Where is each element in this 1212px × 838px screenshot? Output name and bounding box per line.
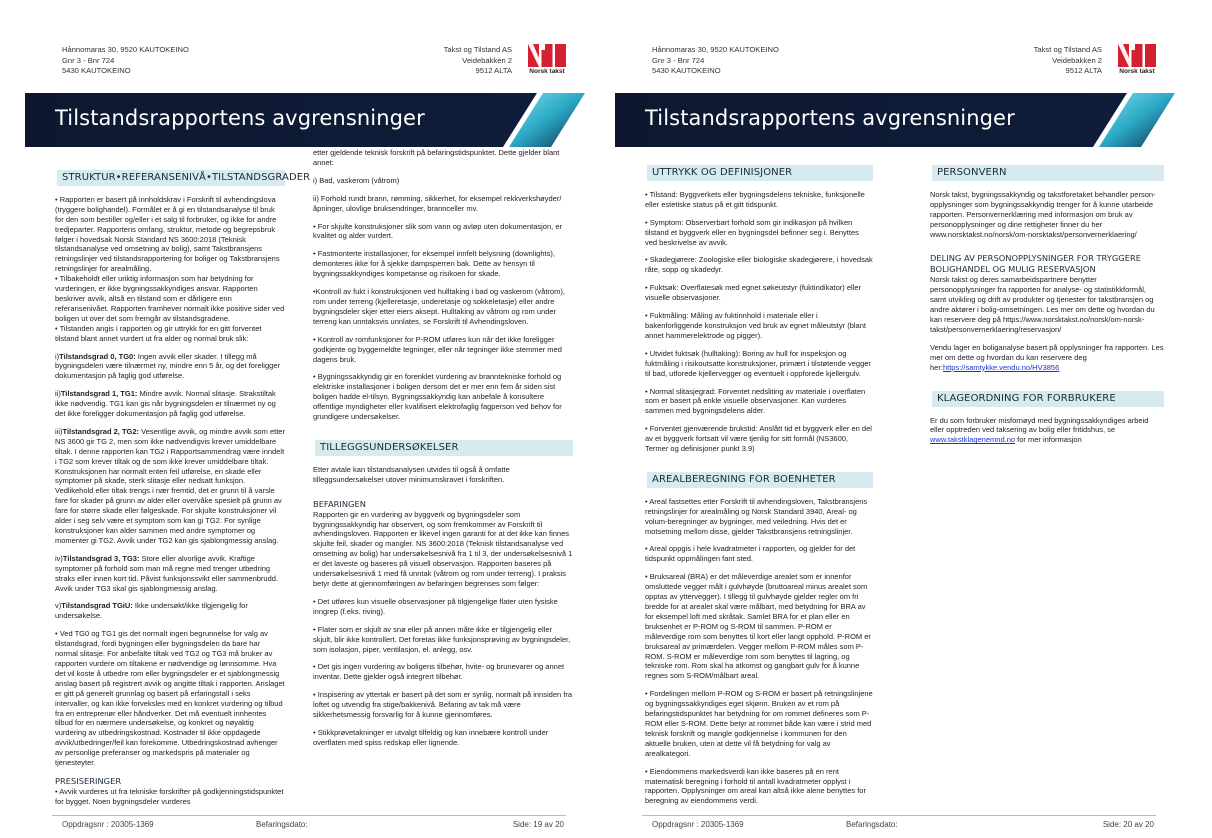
paragraph [313,372,573,422]
address-line: 5430 KAUTOKEINO [62,66,131,75]
footer-divider [52,815,566,816]
logo-mark-icon [526,44,568,68]
paragraph-text: • Avvik vurderes ut fra tekniske forskrifter på godkjenningstidspunktet for bygget. Noen bygningsdeler vurderes [55,786,284,806]
address-line: Hånnomaras 30, 9520 KAUTOKEINO [62,45,189,54]
paragraph [645,689,873,758]
footer-inspection-date: Befaringsdato: [846,820,898,829]
paragraph [645,311,873,341]
paragraph-text: • Fuktsøk: Overflatesøk med egnet søkeutstyr (fuktindikator) eller visuelle observasjoner. [645,283,862,303]
company-info [444,45,512,77]
condition-grade-label: Tilstandsgrad 1, TG1: [60,389,138,399]
paragraph-text: • Det utføres kun visuelle observasjoner på tilgjengelige flater uten fysiske inngrep (f.eks. riving). [313,596,558,616]
paragraph [645,424,873,454]
paragraph-text: ii) Forhold rundt brann, rømming, sikkerhet, for eksempel rekkverkshøyder/åpninger, ulovlige bruksendringer, brannceller mv. [313,193,562,213]
address-line: Gnr 3 - Bnr 724 [62,55,115,65]
paragraph [313,148,573,168]
paragraph-text: Etter avtale kan tilstandsanalysen utvides til også å omfatte tilleggsundersøkelser utover minimumskravet i forskriften. [313,464,510,484]
paragraph [313,222,573,242]
paragraph-text: • Normal slitasjegrad: Forventet nedsliting av materiale i overflaten som er basert på enkle visuelle observasjoner. Kan vurderes sammen med bygningsdelens alder. [645,386,866,416]
paragraph [645,190,873,210]
external-link[interactable]: www.takstklagenemnd.no [930,435,1016,445]
company-line: 9512 ALTA [475,66,512,75]
paragraph [313,597,573,617]
address-line: Gnr 3 - Bnr 724 [652,55,705,65]
address-line: 5430 KAUTOKEINO [652,66,721,75]
paragraph [55,601,285,621]
paragraph-text: •Kontroll av fukt i konstruksjonen ved hulltaking i bad og vaskerom (våtrom), rom under terreng (kjelleretasje, underetasje og sokkeletasje) eller andre bygningsdeler skjer etter eiers aksept. Hulltaking av våtrom og rom under terreng kan unntaksvis unnlates, se Forskrift til Avhendingsloven. [313,287,565,326]
paragraph [645,572,873,681]
footer-assignment-number: Oppdragsnr : 20305-1369 [652,820,744,829]
company-line: 9512 ALTA [1065,66,1102,75]
property-address [62,45,189,77]
section-heading: KLAGEORDNING FOR FORBRUKERE [932,391,1164,407]
condition-grade-label: Tilstandsgrad 3, TG3: [62,553,140,563]
paragraph-text: Vesentlige avvik, og mindre avvik som etter NS 3600 gir TG 2, men som ikke nødvendigvis krever umiddelbare tiltak. I denne rapporten kan TG2 i Rapportsammendrag være inndelt i TG2 som krever tiltak og de som ikke krever umiddelbare tiltak. Konstruksjonen har normalt enten feil utførelse, en skade eller symptomer på skade, sterk slitasje eller nedsatt funksjon. Vedlikehold eller tiltak trengs i nær fremtid, det er grunn til å varsle fare for skader på grunn av alder eller overvåke spesielt på grunn av fare for større skade eller følgeskade. For skjulte konstruksjoner vil alder i seg selv være et symptom som kan gi TG2. For synlige konstruksjoner kan alder sammen med andre symptomer og momenter gi TG2. Avvik under TG2 kan gis sjablongmessig anslag. [55,426,285,545]
condition-grade-label: Tilstandsgrad 2, TG2: [62,426,140,436]
paragraph-text: • Symptom: Observerbart forhold som gir indikasjon på hvilken tilstand et byggverk eller en bygningsdel befinner seg i. Benyttes ved beskrivelse av avvik. [645,217,859,247]
paragraph [313,176,573,186]
subsection-heading: PRESISERINGER [55,775,122,786]
item-number: v) [55,601,62,611]
paragraph-text: • Rapporten er basert på innholdskrav i Forskrift til avhendingslova (tryggere bolighandel). Formålet er å gi en tilstandsanalyse til bruk for den som bestiller og/eller i et salg til forbruker, og ikke for andre tredjeparter. Rapportens omfang, struktur, metode og begrepsbruk følger i hovedsak Norsk Standard NS 3600:2018 (Teknisk tilstandsanalyse ved omsetning av bolig), samt Takstbransjens retningslinjer ved tilstandsrapportering for boliger og Takstbransjens retningslinjer for arealmåling. • Tilbakeholdt eller uriktig informasjon som har betydning for vurderingen, er ikke bygningssakkyndiges ansvar. Rapporten beskriver avvik, altså en tilstand som er dårligere enn referansenivået. Rapporten framhever normalt ikke positive sider ved boligen ut over det som fremgår av tilstandsgradene. • Tilstanden angis i rapporten og gir uttrykk for en gitt forventet tilstand blant annet vurdert ut fra alder og normal bruk slik: [55,194,285,343]
paragraph [313,287,573,327]
paragraph-text: Mindre avvik. Normal slitasje. Strakstiltak ikke nødvendig. TG1 kan gis når bygningsdelen er tilnærmet ny og det ikke foreligger dokumentasjon på faglig god utførelse. [55,389,276,419]
paragraph-text: • Inspisering av yttertak er basert på det som er synlig, normalt på innsiden fra loftet og utvendig fra stige/bakkenivå. Befaring av tak må være sikkerhetsmessig forsvarlig for å kunne gjennomføres. [313,690,572,720]
paragraph [313,625,573,655]
paragraph [645,349,873,379]
paragraph-text: • Fastmonterte installasjoner, for eksempel innfelt belysning (downlights), demonteres ikke for å sjekke dampsperren bak. Dette av hensyn til bygningssakkyndiges kompetanse og risikoen for skade. [313,249,555,279]
paragraph [930,343,1164,373]
paragraph [313,728,573,748]
footer-page-number: Side: 20 av 20 [1102,820,1154,829]
paragraph [645,387,873,417]
paragraph [645,544,873,564]
external-link[interactable]: https://samtykke.vendu.no/HV3856 [942,362,1060,372]
paragraph [645,255,873,275]
page-2 [590,0,1190,838]
title-banner [615,93,1177,147]
footer-assignment-number: Oppdragsnr : 20305-1369 [62,820,154,829]
paragraph [645,283,873,303]
paragraph [313,690,573,720]
paragraph [55,195,285,344]
company-line: Takst og Tilstand AS [443,45,512,54]
paragraph-text: • Bruksareal (BRA) er det måleverdige arealet som er innenfor omsluttede vegger målt i gulvhøyde (bruttoareal minus arealet som opptas av yttervegger). I tillegg til gulvhøyde gjelder regler om fri bredde for at arealet skal være målbart, med betydning for BRA av for eksempel loft med skråtak. Samlet BRA for et plan eller en bruksenhet er P-ROM og S-ROM til sammen. P-ROM er måleverdige rom som benyttes til kort eller langt opphold. P-ROM er bruksareal av primærdelen. Vegger mellom P-ROM måles som P-ROM. S-ROM er måleverdige rom som benyttes til lagring, og tekniske rom. Rom skal ha atkomst og gangbart gulv for å kunne regnes som S-ROM/målbart areal. [645,572,871,681]
section-heading: PERSONVERN [932,165,1164,181]
section-heading: UTTRYKK OG DEFINISJONER [647,165,873,181]
paragraph-text: • Stikkprøvetakninger er utvalgt tilfeldig og kan innebære kontroll under overflaten med spiss redskap eller lignende. [313,727,549,747]
paragraph-text: • Skadegjørere: Zoologiske eller biologiske skadegjørere, i hovedsak råte, sopp og skadedyr. [645,255,873,275]
paragraph-text: • Bygningssakkyndig gir en forenklet vurdering av branntekniske forhold og elektriske installasjoner i boligen dersom det er mer enn fem år siden sist boligen hadde el-tilsyn. Bygningssakkyndig kan anbefale å konsultere offentlige myndigheter eller kvalifisert elektrofaglig fagperson ved behov for grundigere undersøkelser. [313,372,562,422]
item-number: ii) [55,389,61,399]
title-banner [25,93,587,147]
paragraph [55,352,285,382]
paragraph [645,767,873,807]
paragraph [313,510,573,589]
paragraph-text: • Tilstand: Byggverkets eller bygningsdelens tekniske, funksjonelle eller estetiske status på et gitt tidspunkt. [645,189,865,209]
address-line: Hånnomaras 30, 9520 KAUTOKEINO [652,45,779,54]
page-title: Tilstandsrapportens avgrensninger [645,106,1015,130]
paragraph-text-after: for mer informasjon [1015,435,1082,445]
content-column-1 [645,165,873,806]
section-heading: TILLEGGSUNDERSØKELSER [315,440,573,456]
paragraph-text: Ikke undersøkt/ikke tilgjengelig for undersøkelse. [55,601,248,621]
paragraph [313,335,573,365]
paragraph-text: Norsk takst, bygningssakkyndig og takstforetaket behandler person-opplysninger som bygningssakkyndig trenger for å kunne utarbeide rapporten. Personvernerklæring med informasjon om bruk av personopplysninger og dine rettigheter finner du her www.norsktakst.no/norsk/om-norsktakst/personvernerklaering/ [930,189,1156,239]
content-column-2 [930,165,1164,445]
page-1 [0,0,600,838]
page-title: Tilstandsrapportens avgrensninger [55,106,425,130]
content-column-1 [55,170,311,807]
item-number: iv) [55,553,63,563]
paragraph-text: i) Bad, vaskerom (våtrom) [313,175,400,185]
paragraph [313,249,573,279]
paragraph-text: Er du som forbruker misfornøyd med bygningssakkyndiges arbeid eller opptreden ved taksering av bolig eller fritidshus, se [930,415,1149,435]
footer-divider [642,815,1156,816]
logo-mark-icon [1116,44,1158,68]
paragraph [645,497,873,537]
paragraph [930,416,1164,446]
logo-text: Norsk takst [529,68,565,75]
paragraph [313,465,573,485]
paragraph-text: • Ved TG0 og TG1 gis det normalt ingen begrunnelse for valg av tilstandsgrad, fordi bygningen eller bygningsdelen da bare har normal slitasje. For anbefalte tiltak ved TG2 og TG3 må bruker av rapporten vurdere om tiltakene er nødvendige og lønnsomme. Hva det vil koste å utbedre rom eller bygningsdeler er et sjablongmessig anslag basert på registrert avvik og angitte tiltak i rapporten. Anslaget er gitt på generelt grunnlag og basert på erfaringstall i seks intervaller, og kan ikke forveksles med en konkret vurdering og tilbud fra en entreprenør eller håndverker. Det må eventuelt innhentes tilbud for en nærmere undersøkelse, og konkret og nøyaktig vurdering av utbedringskostnad. Kostnader til ikke oppdagede avvik/utbedringer/feil kan forekomme. Utbedringskostnad avhenger av personlige preferanser og markedspris på materialer og tjenesteyter. [55,629,285,768]
paragraph-text: • Det gis ingen vurdering av boligens tilbehør, hvite- og brunevarer og annet inventar. Dette gjelder også integrert tilbehør. [313,662,565,682]
paragraph-text: Ingen avvik eller skader. I tillegg må bygningsdelen være tilnærmet ny, mindre enn 5 år, og det foreligger dokumentasjon på faglig god utførelse. [55,351,280,381]
paragraph [55,427,285,546]
section-heading: STRUKTUR•REFERANSENIVÅ•TILSTANDSGRADER [57,170,285,186]
paragraph-text: • Areal fastsettes etter Forskrift til avhendingsloven, Takstbransjens retningslinjer for arealmåling og Norsk Standard 3940, Areal- og volum-beregninger av bygninger, med veiledning. Hvis det er motsetning mellom disse, gjelder Takstbransjens retningslinjer. [645,496,868,536]
subsection-heading: DELING AV PERSONOPPLYSNINGER FOR TRYGGERE BOLIGHANDEL OG MULIG RESERVASJON [930,253,1141,275]
subsection-heading: BEFARINGEN [313,498,366,509]
footer-inspection-date: Befaringsdato: [256,820,308,829]
company-line: Veidebakken 2 [462,55,512,65]
paragraph-text: • Kontroll av romfunksjoner for P-ROM utføres kun når det ikke foreligger godkjente og byggemeldte tegninger, eller når tegninger ikke stemmer med dagens bruk. [313,334,562,364]
paragraph-text: etter gjeldende teknisk forskrift på befaringstidspunktet. Dette gjelder blant annet: [313,148,560,167]
paragraph [55,629,285,768]
property-address [652,45,779,77]
content-column-2 [313,148,573,748]
paragraph [55,389,285,419]
paragraph-text: • For skjulte konstruksjoner slik som vann og avløp uten dokumentasjon, er kvalitet og alder vurdert. [313,221,562,241]
paragraph-text: • Fuktmåling: Måling av fuktinnhold i materiale eller i bakenforliggende konstruksjon ved bruk av egnet måleutstyr (blant annet hammerelektrode og pigger). [645,311,866,340]
paragraph-text: Rapporten gir en vurdering av byggverk og bygningsdeler som bygningssakkyndig har observert, og som fremkommer av Forskrift til avhendingsloven. Rapporten er likevel ingen garanti for at det ikke kan finnes skjulte feil, skader og mangler. NS 3600:2018 (Teknisk tilstandsanalyse ved omsetning av bolig) har undersøkelsesnivå fra 1 til 3, der undersøkelsesnivå 1 er det laveste og baseres på visuell observasjon. Rapporten baseres på undersøkelsesnivå 1 med få unntak (våtrom og rom under terreng). I praksis betyr dette at gjennomføringen av befaringen begrenses som følger: [313,509,573,588]
item-number: iii) [55,426,63,436]
paragraph-text: Store eller alvorlige avvik. Kraftige symptomer på forhold som man må regne med trenger utbedring straks eller innen kort tid. Påvist funksjonssvikt eller sammenbrudd. Avvik under TG3 skal gis sjablongmessig anslag. [55,553,279,593]
norsk-takst-logo [1116,44,1158,78]
condition-grade-label: Tilstandsgrad 0, TG0: [59,351,136,361]
paragraph-text: • Areal oppgis i hele kvadratmeter i rapporten, og gjelder for det tidspunkt oppmålingen fant sted. [645,544,856,564]
paragraph [930,275,1164,334]
paragraph [930,190,1164,240]
paragraph-text: • Utvidet fuktsøk (hulltaking): Boring av hull for inspeksjon og fuktmåling i risikoutsatte konstruksjoner, primært i tilstøtende vegger til bad, utforede kjellervegger og eventuelt i oppforede kjellergulv. [645,348,871,378]
paragraph [645,218,873,248]
company-line: Takst og Tilstand AS [1033,45,1102,54]
paragraph [313,194,573,214]
section-heading: AREALBEREGNING FOR BOENHETER [647,472,873,488]
paragraph-text: • Forventet gjenværende brukstid: Anslått tid et byggverk eller en del av et byggverk fortsatt vil være tjenlig for sitt formål (NS3600, Termer og definisjoner punkt 3.9) [645,424,872,454]
company-info [1034,45,1102,77]
company-line: Veidebakken 2 [1052,55,1102,65]
footer-page-number: Side: 19 av 20 [512,820,564,829]
item-number: i) [55,351,60,361]
paragraph [313,662,573,682]
condition-grade-label: Tilstandsgrad TGiU: [61,601,133,611]
paragraph [55,554,285,594]
paragraph-text: Vendu lager en boliganalyse basert på opplysninger fra rapporten. Les mer om dette og hvordan du kan reservere deg her: [930,342,1164,372]
paragraph-text: Norsk takst og deres samarbeidspartnere benytter personopplysninger fra rapporten for analyse- og statistikkformål, samt utvikling og drift av produkter og tjenester for takstbransjen og andre aktører i bolig-omsetningen. Les mer om dette og hvordan du kan reservere deg på https://www.norsktakst.no/norsk/om-norsk-takst/personvernerklaering/reservasjon/ [930,275,1155,334]
norsk-takst-logo [526,44,568,78]
paragraph [55,787,285,807]
logo-text: Norsk takst [1119,68,1155,75]
paragraph-text: • Fordelingen mellom P-ROM og S-ROM er basert på retningslinjene og bygningssakkyndiges eget skjønn. Bruken av et rom på befaringstidspunktet har betydning for om rommet defineres som P-ROM eller S-ROM. Dette betyr at rommet både kan være i strid med teknisk forskrift og mangle godkjennelse i kommunen for den aktuelle bruken, uten at dette vil få betydning for valg av arealkategori. [645,689,873,758]
paragraph-text: • Flater som er skjult av snø eller på annen måte ikke er tilgjengelig eller skjult, blir ikke kontrollert. Det foretas ikke funksjonsprøving av bygningsdeler, som isolasjon, piper, ventilasjon, el. anlegg, osv. [313,624,571,654]
paragraph-text: • Eiendommens markedsverdi kan ikke baseres på en rent matematisk beregning i forhold til antall kvadratmeter opplyst i rapporten. Opplysninger om areal kan altså ikke alene benyttes for beregning av eiendommens verdi. [645,766,866,806]
